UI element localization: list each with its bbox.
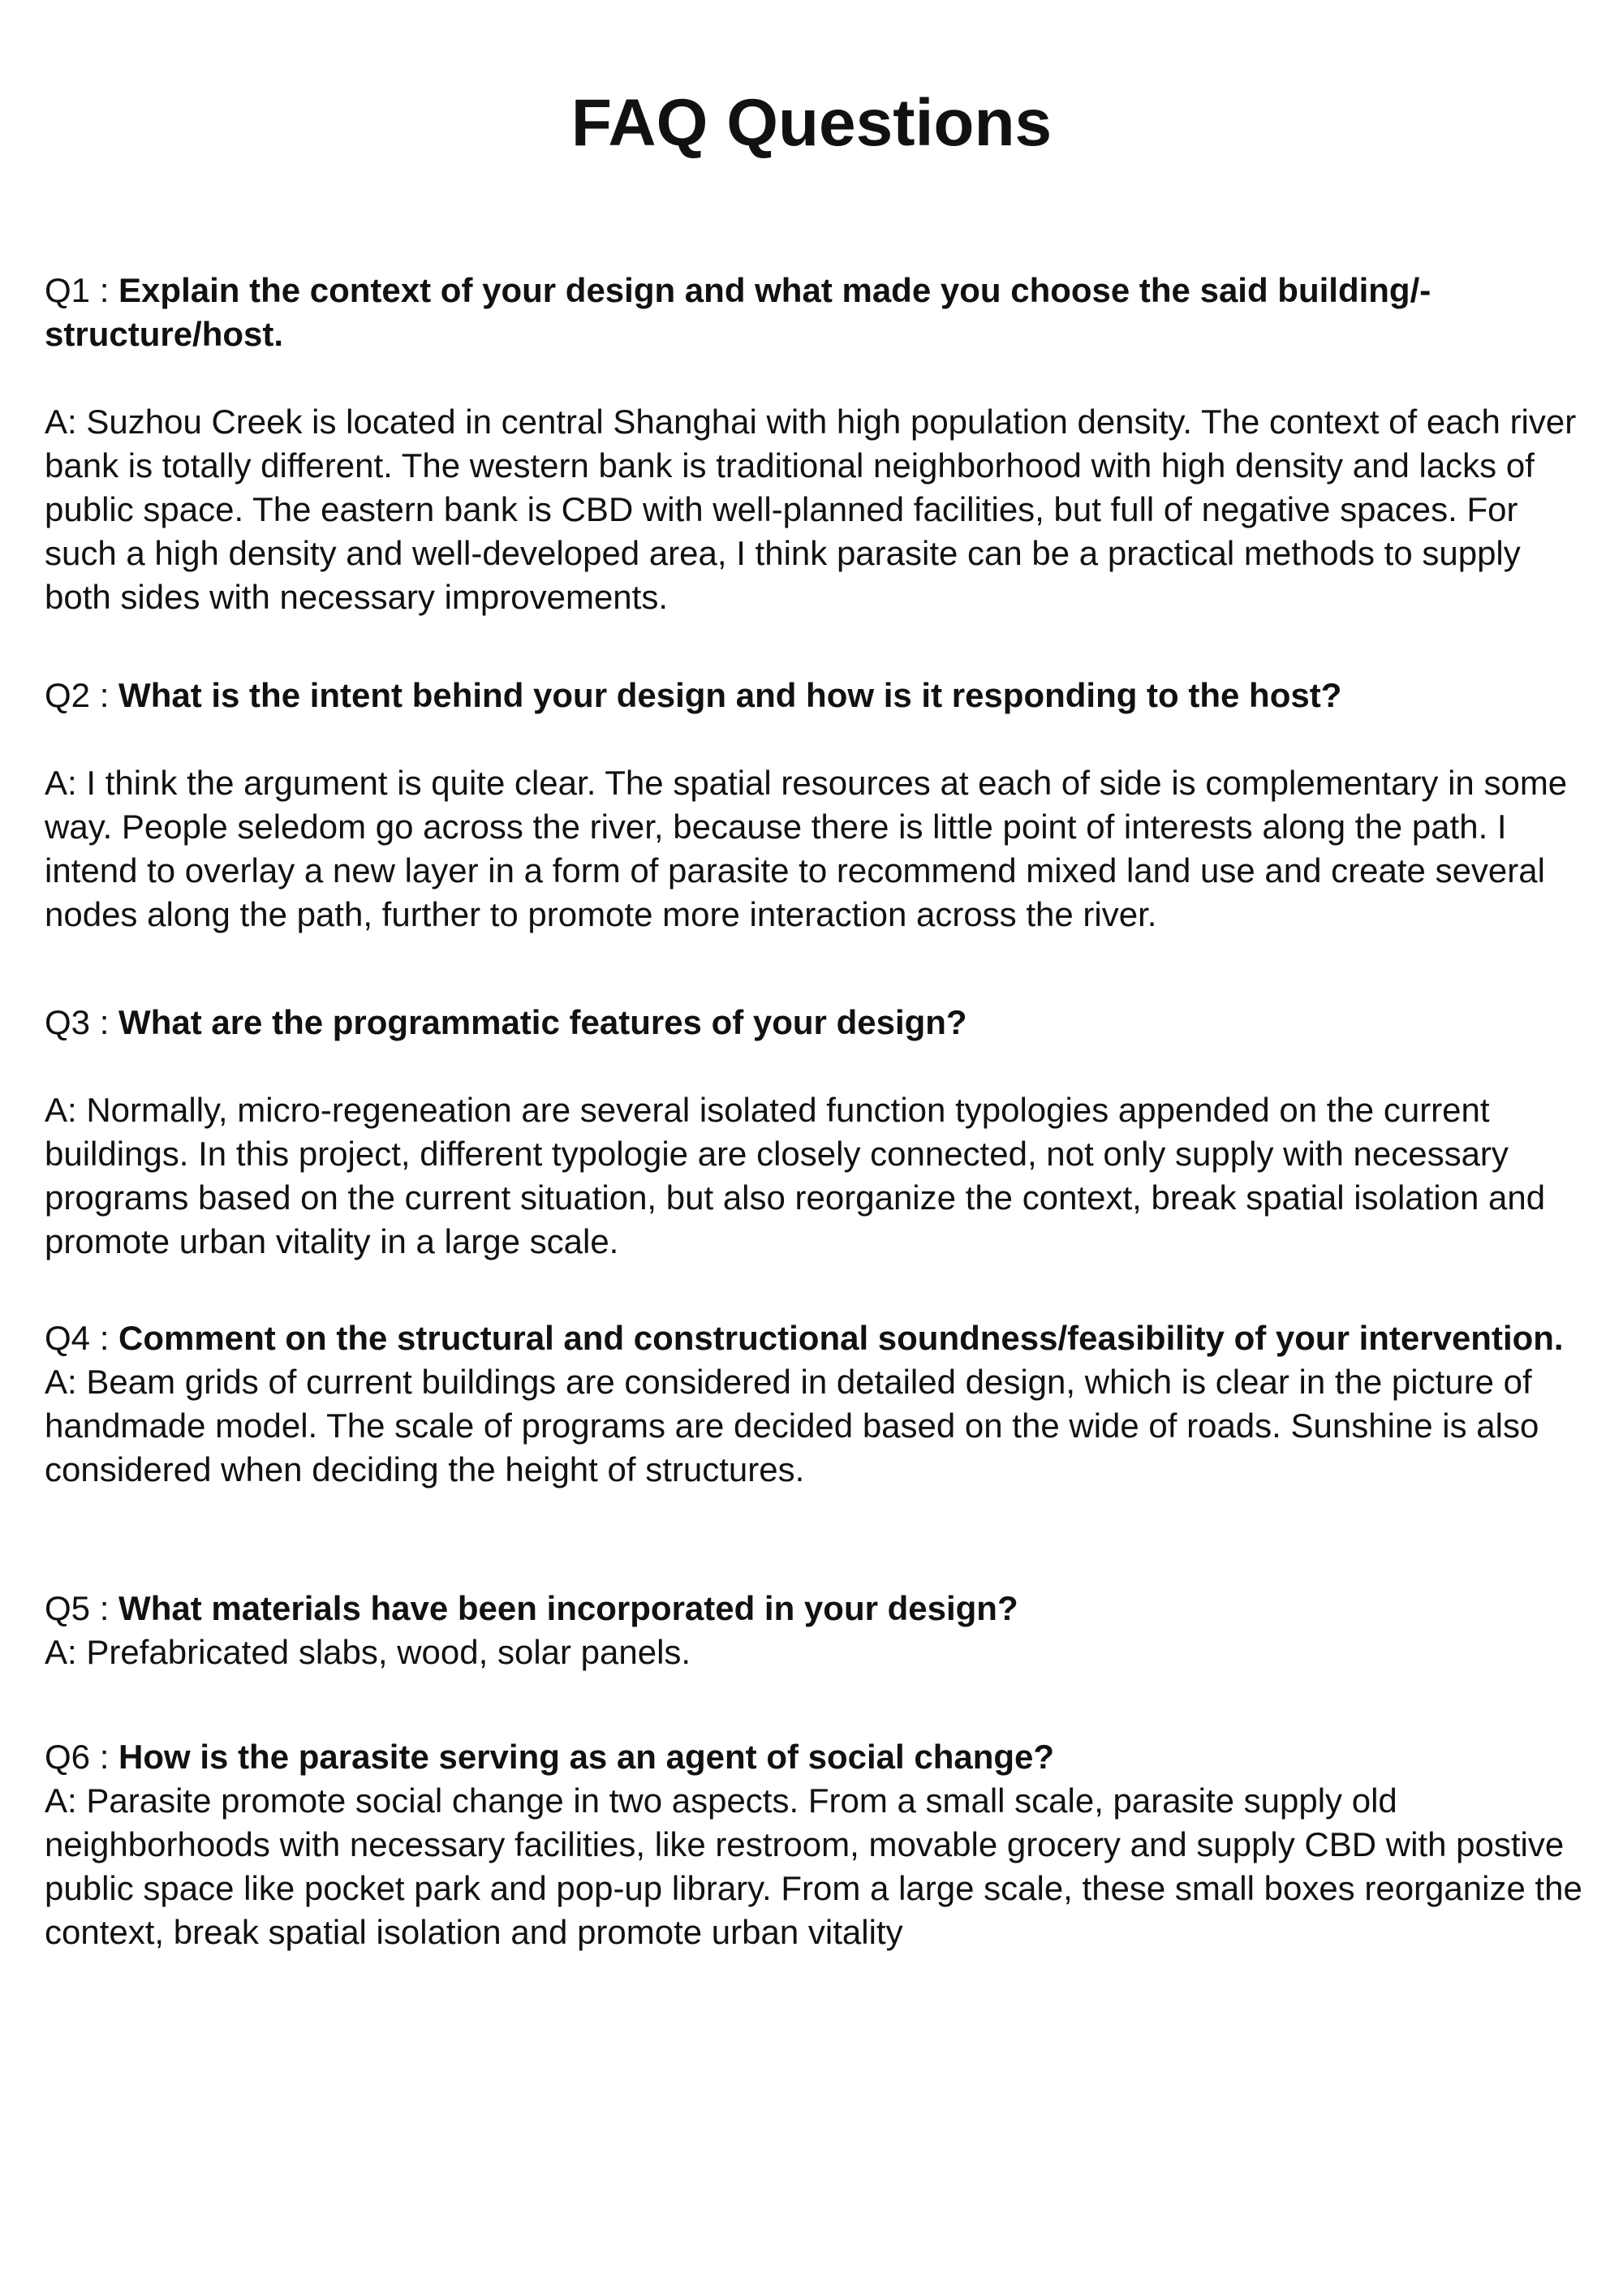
- question-label: Q5 :: [45, 1589, 119, 1627]
- faq-item-q3: [45, 1001, 1586, 1264]
- question-text: What materials have been incorporated in your design?: [118, 1589, 1018, 1627]
- question-line: [45, 1001, 1586, 1045]
- question-line: [45, 1587, 1586, 1630]
- answer-text: A: Parasite promote social change in two aspects. From a small scale, parasite supply old neighborhoods with necessary facilities, like restroom, movable grocery and supply CBD with postive public space like pocket park and pop-up library. From a large scale, these small boxes reorganize the context, break spatial isolation and promote urban vitality: [45, 1781, 1582, 1951]
- question-text: Explain the context of your design and what made you choose the said building/-structure/host.: [45, 271, 1431, 353]
- page-title: FAQ Questions: [570, 86, 1053, 160]
- question-line: [45, 1316, 1586, 1360]
- faq-item-q2: [45, 674, 1586, 937]
- question-label: Q4 :: [45, 1319, 119, 1357]
- question-text: How is the parasite serving as an agent of social change?: [118, 1738, 1055, 1776]
- question-label: Q2 :: [45, 676, 119, 714]
- question-text: What is the intent behind your design and how is it responding to the host?: [118, 676, 1342, 714]
- question-line: [45, 1735, 1586, 1779]
- answer-text: A: Normally, micro-regeneation are several isolated function typologies appended on the current buildings. In this project, different typologie are closely connected, not only supply with necessary programs based on the current situation, but also reorganize the context, break spatial isolation and promote urban vitality in a large scale.: [45, 1091, 1546, 1260]
- question-label: Q1 :: [45, 271, 119, 309]
- question-label: Q3 :: [45, 1003, 119, 1041]
- question-line: [45, 269, 1586, 356]
- answer-text: A: Beam grids of current buildings are considered in detailed design, which is clear in the picture of handmade model. The scale of programs are decided based on the wide of roads. Sunshine is also considered when deciding the height of structures.: [45, 1363, 1539, 1488]
- faq-item-q4: [45, 1316, 1586, 1492]
- answer-text: A: I think the argument is quite clear. The spatial resources at each of side is complementary in some way. People seledom go across the river, because there is little point of interests along the path. I intend to overlay a new layer in a form of parasite to recommend mixed land use and create several nodes along the path, further to promote more interaction across the river.: [45, 764, 1568, 933]
- question-text: What are the programmatic features of your design?: [118, 1003, 967, 1041]
- faq-item-q1: [45, 269, 1586, 619]
- faq-item-q6: [45, 1735, 1586, 1954]
- answer-text: A: Prefabricated slabs, wood, solar panels.: [45, 1633, 691, 1671]
- question-label: Q6 :: [45, 1738, 119, 1776]
- answer-text: A: Suzhou Creek is located in central Shanghai with high population density. The context of each river bank is totally different. The western bank is traditional neighborhood with high density and lacks of public space. The eastern bank is CBD with well-planned facilities, but full of negative spaces. For such a high density and well-developed area, I think parasite can be a practical methods to supply both sides with necessary improvements.: [45, 403, 1577, 616]
- question-line: [45, 674, 1586, 717]
- question-text: Comment on the structural and constructional soundness/feasibility of your intervention.: [118, 1319, 1564, 1357]
- faq-item-q5: [45, 1587, 1586, 1674]
